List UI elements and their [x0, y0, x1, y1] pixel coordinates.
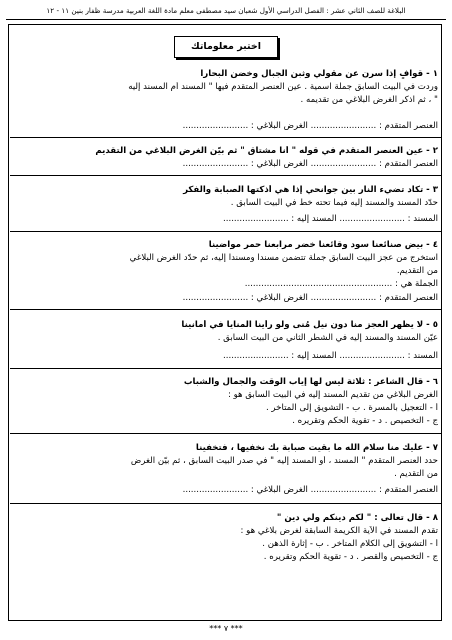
question-8-options-ab: أ - التشويق إلى الكلام المتأخر . ب - إثارة الذهن . [262, 539, 438, 549]
question-7-verse: ٧ - عليك منا سلام الله ما بقيت صبابة بك نخفيها ، فتخفينا [195, 443, 438, 453]
question-3-prompt: حدّد المسند والمسند إليه فيما تحته خط في البيت السابق . [230, 198, 438, 208]
header-divider [6, 19, 446, 20]
question-divider [10, 137, 442, 138]
question-8-verse: ٨ - قال تعالى : " لكم دينكم ولي دين " [276, 513, 438, 523]
question-3-answer: المسند : ........................ المسند إليه : ........................ [223, 214, 438, 224]
page-header: البلاغة للصف الثاني عشر : الفصل الدراسي الأول شعبان سيد مصطفى معلم مادة اللغة العربية مدرسة ظفار بنين ١١ - ١٢ [46, 6, 406, 15]
section-title: اختبر معلوماتك [174, 36, 278, 58]
question-2-prompt: ٢ - عين العنصر المتقدم في قوله " أنا مشتاق " ثم بيّن الغرض البلاغي من التقديم [95, 146, 438, 156]
question-1-prompt: وردت في البيت السابق جملة اسمية . عين العنصر المتقدم فيها " المسند أم المسند إليه [128, 82, 438, 92]
question-8-prompt: تقدم المسند في الآية الكريمة السابقة لغرض بلاغي هو : [240, 526, 438, 536]
question-7-answer: العنصر المتقدم : ........................ الغرض البلاغي : ........................ [182, 485, 438, 495]
question-5-answer: المسند : ........................ المسند إليه : ........................ [223, 351, 438, 361]
question-3-verse: ٣ - تكاد تضيء النار بين جوانحي إذا هي أذكتها الصبابة والفكر [183, 185, 438, 195]
question-1-prompt-cont: " ، ثم اذكر الغرض البلاغي من تقديمه . [300, 95, 438, 105]
question-8-options-cd: ج - التخصيص والقصر . د - تقوية الحكم وتقريره . [263, 552, 438, 562]
question-4-answer: العنصر المتقدم : ........................ الغرض البلاغي : ........................ [182, 293, 438, 303]
question-1-verse: ١ - قوافٍ إذا سرن عن مقولي وثبن الجبال وخضن البحارا [200, 69, 438, 79]
question-4-sentence: الجملة هي : ...................................................... [244, 279, 438, 289]
question-divider [10, 433, 442, 434]
question-6-options-cd: ج - التخصيص . د - تقوية الحكم وتقريره . [292, 416, 438, 426]
question-2-answer: العنصر المتقدم : ........................ الغرض البلاغي : ........................ [182, 159, 438, 169]
question-7-prompt-cont: من التقديم . [394, 469, 438, 479]
question-1-answer: العنصر المتقدم : ........................ الغرض البلاغي : ........................ [182, 121, 438, 131]
page-number: *** ٧ *** [209, 624, 243, 633]
question-divider [10, 309, 442, 310]
question-6-prompt: الغرض البلاغي من تقديم المسند إليه في البيت السابق هو : [227, 390, 438, 400]
question-5-prompt: عيّن المسند والمسند إليه في الشطر الثاني من البيت السابق . [217, 333, 438, 343]
question-5-verse: ٥ - لا يظهر العجز منا دون نيل مُنى ولو رأينا المنايا في أمانينا [181, 320, 438, 330]
question-4-prompt: استخرج من عجز البيت السابق جملة تتضمن مسندا ومسندا إليه، ثم حدّد الغرض البلاغي [129, 253, 438, 263]
question-4-verse: ٤ - بيض صنائعنا سود وقائعنا خضر مرابعنا حمر مواضينا [208, 240, 438, 250]
question-4-prompt-cont: من التقديم. [396, 266, 438, 276]
question-divider [10, 231, 442, 232]
question-6-options-ab: أ - التعجيل بالمسرة . ب - التشويق إلى المتأخر . [265, 403, 438, 413]
question-divider [10, 175, 442, 176]
question-6-verse: ٦ - قال الشاعر : ثلاثة ليس لها إياب الوقت والجمال والشباب [183, 377, 438, 387]
question-divider [10, 503, 442, 504]
question-7-prompt: حدد العنصر المتقدم " المسند ، أو المسند إليه " في صدر البيت السابق ، ثم بيّن الغرض [130, 456, 438, 466]
question-divider [10, 368, 442, 369]
